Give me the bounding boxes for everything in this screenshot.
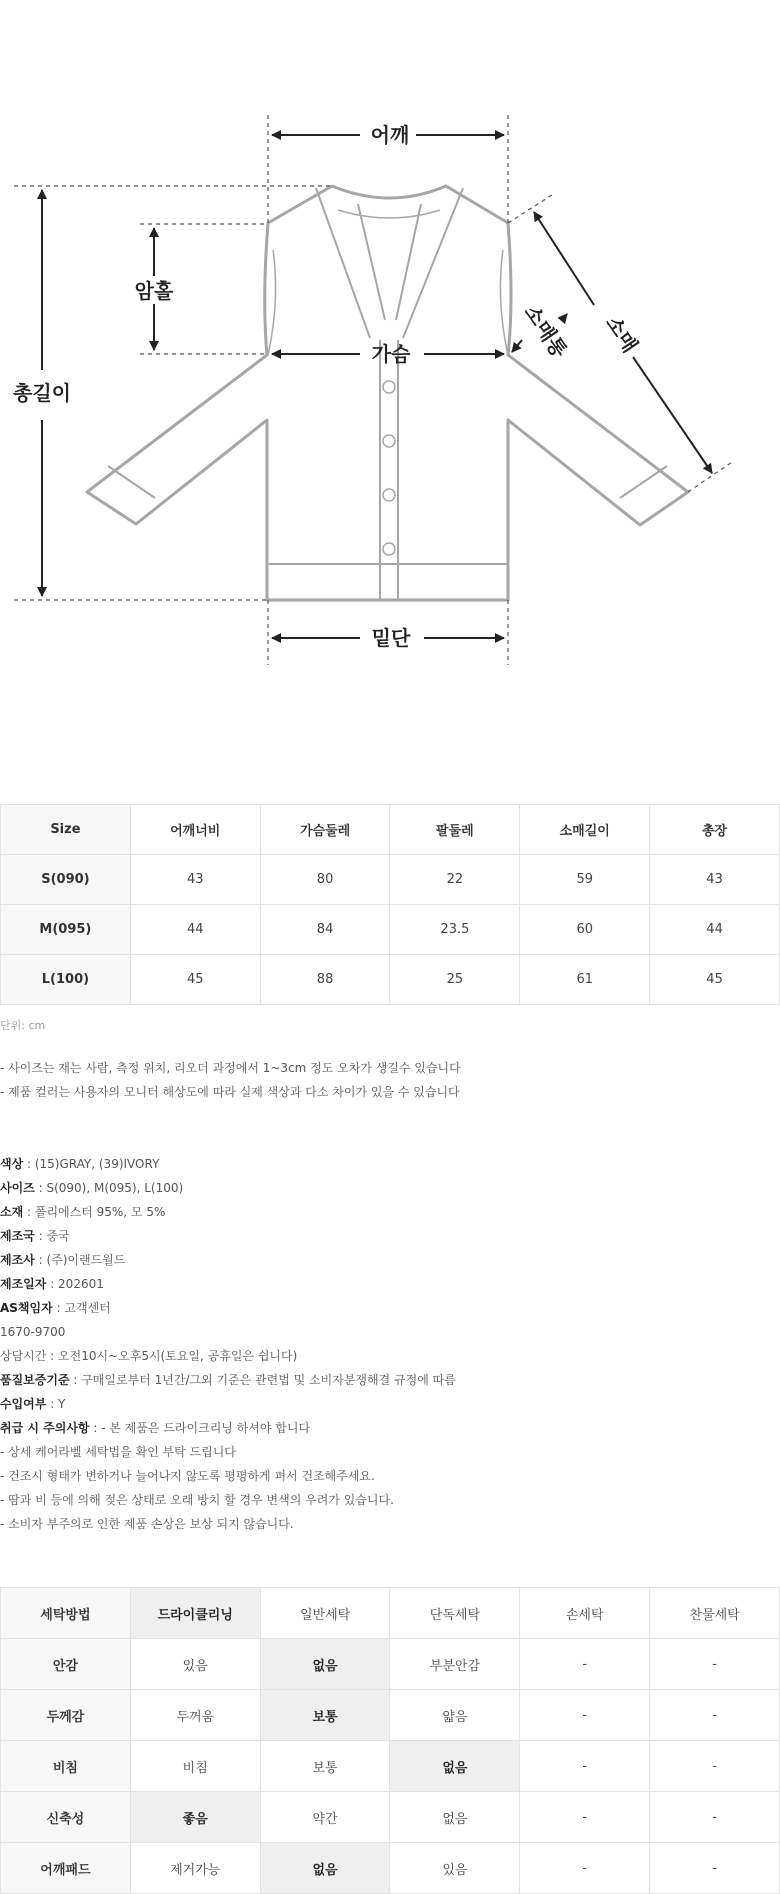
info-line bbox=[0, 1176, 456, 1200]
info-key: 품질보증기준 bbox=[0, 1373, 70, 1387]
info-line bbox=[0, 1512, 456, 1536]
info-key: 제조국 bbox=[0, 1229, 35, 1243]
size-table-header bbox=[1, 805, 780, 855]
sleeve-width-label: 소매통 bbox=[519, 300, 572, 362]
header-cell: 팔둘레 bbox=[390, 805, 520, 855]
info-key: 소재 bbox=[0, 1205, 24, 1219]
info-value: : Y bbox=[46, 1397, 66, 1411]
row-head: L(100) bbox=[1, 955, 131, 1005]
table-cell: - bbox=[650, 1741, 780, 1792]
info-key: 수입여부 bbox=[0, 1397, 47, 1411]
table-cell: - bbox=[650, 1639, 780, 1690]
table-row bbox=[1, 1741, 780, 1792]
table-cell: 44 bbox=[130, 905, 260, 955]
header-cell: 일반세탁 bbox=[260, 1588, 390, 1639]
info-line bbox=[0, 1272, 456, 1296]
info-key: AS책임자 bbox=[0, 1301, 53, 1315]
hem-label: 밑단 bbox=[371, 626, 411, 650]
info-value: : S(090), M(095), L(100) bbox=[34, 1181, 184, 1195]
shoulder-label: 어깨 bbox=[370, 123, 410, 147]
table-cell: - bbox=[650, 1843, 780, 1894]
table-row bbox=[1, 955, 780, 1005]
info-line bbox=[0, 1368, 456, 1392]
table-row bbox=[1, 1792, 780, 1843]
info-line bbox=[0, 1464, 456, 1488]
product-info bbox=[0, 1152, 456, 1536]
row-head: M(095) bbox=[1, 905, 131, 955]
header-cell: Size bbox=[1, 805, 131, 855]
info-line bbox=[0, 1296, 456, 1320]
table-cell: 없음 bbox=[390, 1792, 520, 1843]
sleeve-length-label: 소매 bbox=[601, 311, 643, 357]
table-cell: 88 bbox=[260, 955, 390, 1005]
table-cell-selected: 없음 bbox=[260, 1843, 390, 1894]
info-value: - 땀과 비 등에 의해 젖은 상태로 오래 방치 할 경우 변색의 우려가 있습니다. bbox=[0, 1493, 394, 1507]
info-value: : 구매일로부터 1년간/그외 기준은 관련법 및 소비자분쟁해결 규정에 따름 bbox=[69, 1373, 456, 1387]
table-cell: 59 bbox=[520, 855, 650, 905]
cardigan-shape bbox=[87, 186, 688, 600]
info-key: 제조사 bbox=[0, 1253, 35, 1267]
total-length-label: 총길이 bbox=[13, 381, 71, 405]
row-head: 신축성 bbox=[1, 1792, 131, 1843]
info-value: : 폴리에스터 95%, 모 5% bbox=[23, 1205, 166, 1219]
info-line bbox=[0, 1248, 456, 1272]
note-line: - 사이즈는 재는 사람, 측정 위치, 리오더 과정에서 1~3cm 정도 오차가 생길수 있습니다 bbox=[0, 1061, 461, 1075]
table-cell: - bbox=[520, 1792, 650, 1843]
info-line bbox=[0, 1392, 456, 1416]
info-line bbox=[0, 1416, 456, 1440]
info-line bbox=[0, 1440, 456, 1464]
table-row bbox=[1, 905, 780, 955]
table-cell: 있음 bbox=[390, 1843, 520, 1894]
info-value: : 중국 bbox=[34, 1229, 70, 1243]
header-cell: 단독세탁 bbox=[390, 1588, 520, 1639]
info-line bbox=[0, 1488, 456, 1512]
table-row bbox=[1, 1843, 780, 1894]
table-cell-selected: 없음 bbox=[260, 1639, 390, 1690]
info-line bbox=[0, 1320, 456, 1344]
info-value: : 202601 bbox=[46, 1277, 104, 1291]
info-line bbox=[0, 1152, 456, 1176]
table-cell: 61 bbox=[520, 955, 650, 1005]
table-row bbox=[1, 855, 780, 905]
info-value: : 고객센터 bbox=[52, 1301, 111, 1315]
table-cell: 43 bbox=[650, 855, 780, 905]
table-cell: 보통 bbox=[260, 1741, 390, 1792]
header-cell: 총장 bbox=[650, 805, 780, 855]
header-cell: 세탁방법 bbox=[1, 1588, 131, 1639]
table-cell: 약간 bbox=[260, 1792, 390, 1843]
info-key: 사이즈 bbox=[0, 1181, 35, 1195]
chest-label: 가슴 bbox=[371, 342, 411, 366]
size-notes bbox=[0, 1056, 461, 1104]
unit-note: 단위: cm bbox=[0, 1019, 46, 1032]
table-cell: 비침 bbox=[130, 1741, 260, 1792]
header-cell: 가슴둘레 bbox=[260, 805, 390, 855]
info-line bbox=[0, 1224, 456, 1248]
table-cell: 23.5 bbox=[390, 905, 520, 955]
info-key: 취급 시 주의사항 bbox=[0, 1421, 90, 1435]
table-cell: 84 bbox=[260, 905, 390, 955]
size-table bbox=[0, 804, 780, 1005]
table-cell: 60 bbox=[520, 905, 650, 955]
table-cell-selected: 없음 bbox=[390, 1741, 520, 1792]
table-cell: 있음 bbox=[130, 1639, 260, 1690]
table-cell: - bbox=[520, 1843, 650, 1894]
info-value: 1670-9700 bbox=[0, 1325, 66, 1339]
info-key: 색상 bbox=[0, 1157, 24, 1171]
armhole-label: 암홀 bbox=[134, 279, 174, 303]
table-cell: 80 bbox=[260, 855, 390, 905]
table-cell: 43 bbox=[130, 855, 260, 905]
info-value: - 상세 케어라벨 세탁법을 확인 부탁 드립니다 bbox=[0, 1445, 236, 1459]
measure-arrows bbox=[42, 135, 712, 638]
table-cell: - bbox=[650, 1792, 780, 1843]
header-cell: 손세탁 bbox=[520, 1588, 650, 1639]
info-value: : (15)GRAY, (39)IVORY bbox=[23, 1157, 160, 1171]
table-cell: 45 bbox=[130, 955, 260, 1005]
care-table-header bbox=[1, 1588, 780, 1639]
info-value: - 소비자 부주의로 인한 제품 손상은 보상 되지 않습니다. bbox=[0, 1517, 294, 1531]
table-cell: 22 bbox=[390, 855, 520, 905]
row-head: 비침 bbox=[1, 1741, 131, 1792]
info-key: 제조일자 bbox=[0, 1277, 47, 1291]
table-cell: 45 bbox=[650, 955, 780, 1005]
table-cell: 44 bbox=[650, 905, 780, 955]
row-head: S(090) bbox=[1, 855, 131, 905]
info-value: 상담시간 : 오전10시~오후5시(토요일, 공휴일은 쉽니다) bbox=[0, 1349, 298, 1363]
info-value: - 건조시 형태가 변하거나 늘어나지 않도록 평평하게 펴서 건조해주세요. bbox=[0, 1469, 375, 1483]
info-line bbox=[0, 1344, 456, 1368]
header-cell: 찬물세탁 bbox=[650, 1588, 780, 1639]
size-diagram bbox=[0, 0, 780, 700]
header-cell: 어깨너비 bbox=[130, 805, 260, 855]
info-line bbox=[0, 1200, 456, 1224]
row-head: 두께감 bbox=[1, 1690, 131, 1741]
table-cell: - bbox=[650, 1690, 780, 1741]
header-cell-selected: 드라이클리닝 bbox=[130, 1588, 260, 1639]
table-cell: 부분안감 bbox=[390, 1639, 520, 1690]
table-cell-selected: 보통 bbox=[260, 1690, 390, 1741]
table-cell: - bbox=[520, 1639, 650, 1690]
table-cell: 얇음 bbox=[390, 1690, 520, 1741]
care-table bbox=[0, 1587, 780, 1894]
table-cell: - bbox=[520, 1741, 650, 1792]
table-cell: - bbox=[520, 1690, 650, 1741]
table-row bbox=[1, 1639, 780, 1690]
row-head: 안감 bbox=[1, 1639, 131, 1690]
note-line: - 제품 컬러는 사용자의 모니터 해상도에 따라 실제 색상과 다소 차이가 있을 수 있습니다 bbox=[0, 1085, 460, 1099]
header-cell: 소매길이 bbox=[520, 805, 650, 855]
info-value: : - 본 제품은 드라이크리닝 하셔야 합니다 bbox=[89, 1421, 311, 1435]
cardigan-measure-illustration bbox=[0, 0, 780, 700]
row-head: 어깨패드 bbox=[1, 1843, 131, 1894]
table-cell-selected: 좋음 bbox=[130, 1792, 260, 1843]
info-value: : (주)이랜드월드 bbox=[34, 1253, 126, 1267]
table-row bbox=[1, 1690, 780, 1741]
table-cell: 제거가능 bbox=[130, 1843, 260, 1894]
table-cell: 두꺼움 bbox=[130, 1690, 260, 1741]
table-cell: 25 bbox=[390, 955, 520, 1005]
